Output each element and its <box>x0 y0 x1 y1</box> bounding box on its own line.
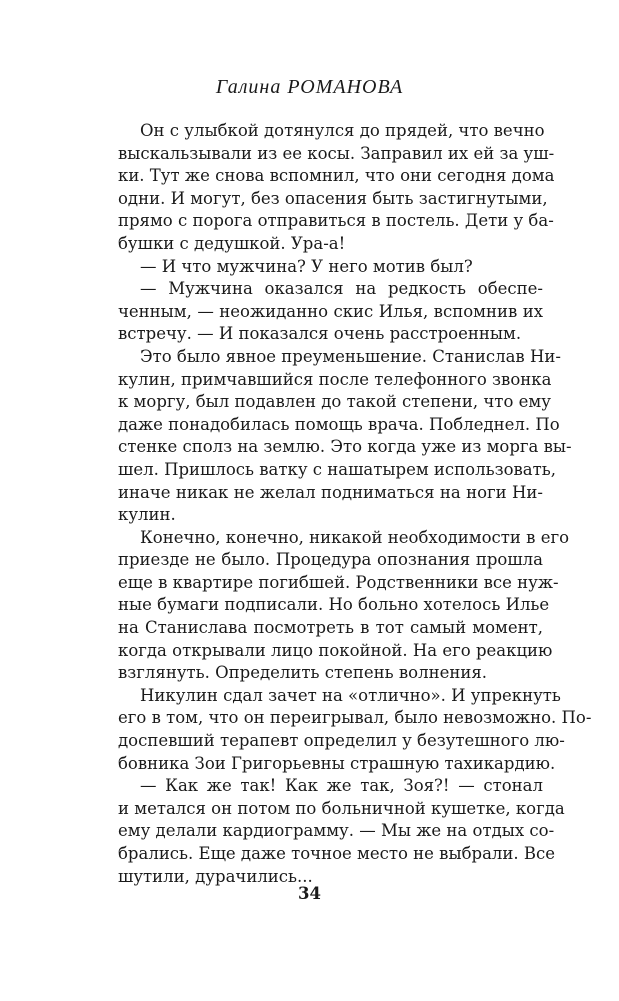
text-line: шел. Пришлось ватку с нашатырем использовать, <box>118 459 556 479</box>
text-line: одни. И могут, без опасения быть застигнутыми, <box>118 188 548 208</box>
text-line: Он с улыбкой дотянулся до прядей, что вечно <box>140 121 545 140</box>
text-line: ки. Тут же снова вспомнил, что они сегодня дома <box>118 166 555 186</box>
text-line: взглянуть. Определить степень волнения. <box>118 663 487 683</box>
text-line: прямо с порога отправиться в постель. Дети у ба- <box>118 211 554 231</box>
text-line: и метался он потом по больничной кушетке, когда <box>118 798 565 818</box>
text-line: Это было явное преуменьшение. Станислав Ни- <box>140 346 561 366</box>
text-line: на Станислава посмотреть в тот самый момент, <box>118 618 543 638</box>
text-line: — Как же так! Как же так, Зоя?! — стонал <box>140 776 543 796</box>
text-line: выскальзывали из ее косы. Заправил их ей за уш- <box>118 143 555 163</box>
text-line: его в том, что он переигрывал, было невозможно. По- <box>118 708 592 728</box>
text-line: — И что мужчина? У него мотив был? <box>140 256 473 276</box>
page-number: 34 <box>298 884 321 903</box>
text-line: к моргу, был подавлен до такой степени, что ему <box>118 392 551 412</box>
text-line: брались. Еще даже точное место не выбрали. Все <box>118 844 556 863</box>
text-line: когда открывали лицо покойной. На его реакцию <box>118 640 553 660</box>
text-line: кулин. <box>118 505 176 525</box>
text-line: кулин, примчавшийся после телефонного звонка <box>118 369 552 389</box>
text-line: стенке сполз на землю. Это когда уже из морга вы- <box>118 437 572 457</box>
text-line: ные бумаги подписали. Но больно хотелось Илье <box>118 595 550 615</box>
text-line: встречу. — И показался очень расстроенным. <box>118 324 522 344</box>
text-line: бовника Зои Григорьевны страшную тахикардию. <box>118 753 556 773</box>
text-line: Никулин сдал зачет на «отлично». И упрекнуть <box>140 685 561 705</box>
text-line: Конечно, конечно, никакой необходимости в его <box>140 527 570 547</box>
text-line: ченным, — неожиданно скис Илья, вспомнив их <box>118 301 543 321</box>
text-line: ему делали кардиограмму. — Мы же на отдых со- <box>118 821 555 841</box>
text-line: даже понадобилась помощь врача. Побледнел. По <box>118 414 560 434</box>
text-line: шутили, дурачились... <box>118 866 313 886</box>
text-line: бушки с дедушкой. Ура-а! <box>118 233 346 253</box>
body-text <box>118 120 592 888</box>
text-line: иначе никак не желал подниматься на ноги Ни- <box>118 482 543 502</box>
text-line: еще в квартире погибшей. Родственники все нуж- <box>118 572 559 592</box>
text-line: доспевший терапевт определил у безутешного лю- <box>118 731 565 751</box>
text-line: — Мужчина оказался на редкость обеспе- <box>140 279 543 299</box>
running-header: Галина РОМАНОВА <box>215 76 404 98</box>
text-line: приезде не было. Процедура опознания прошла <box>118 550 543 570</box>
